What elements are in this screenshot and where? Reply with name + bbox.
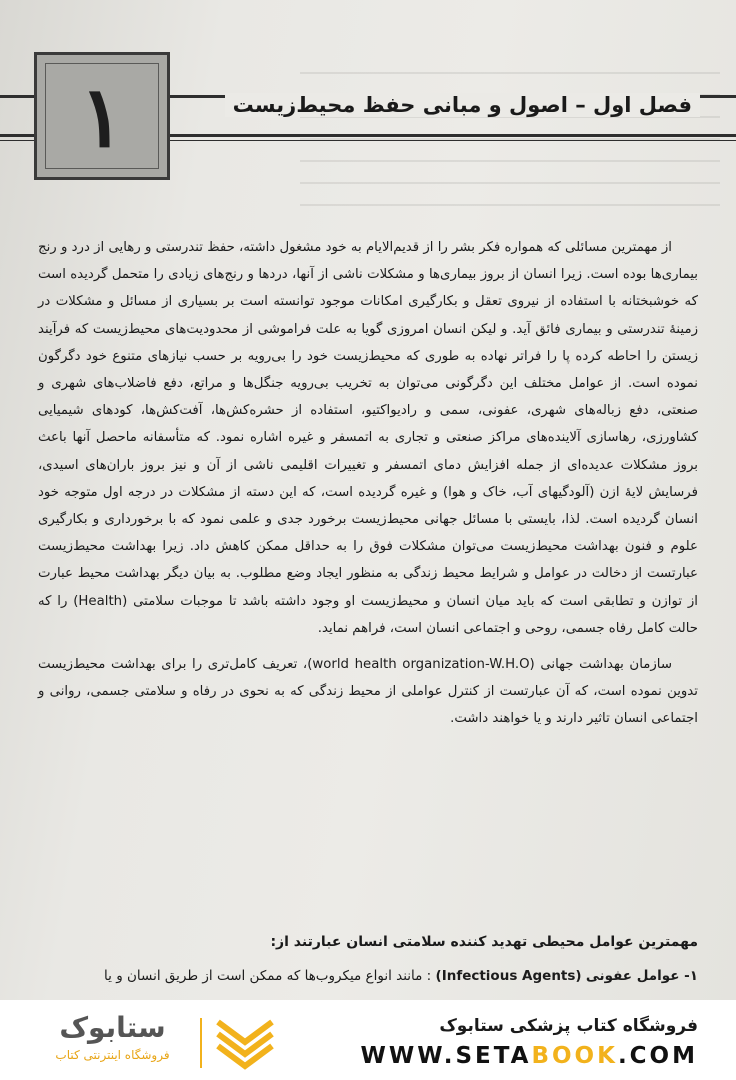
list-item-label: ۱- عوامل عفونی [585,968,698,984]
section-heading: مهمترین عوامل محیطی تهدید کننده سلامتی انسان عبارتند از: [270,934,698,950]
website-url[interactable] [361,1043,698,1069]
website-prefix: WWW.SETA [360,1043,532,1069]
body-text [38,234,698,733]
list-item-english: (Infectious Agents) [435,968,582,984]
paragraph-1: از مهمترین مسائلی که همواره فکر بشر را از قدیم‌الایام به خود مشغول داشته، حفظ تندرستی و رهایی از درد و رنج بیماری‌ها بوده است. زیرا انسان از بروز بیماری‌ها و مشکلات ناشی از آنها، دردها و رنج‌های زیادی را متحمل گردیده است که خوشبختانه با استفاده از نیروی تعقل و بکارگیری امکانات موجود توانسته است بر بسیاری از مسائل و مشکلات در زمینهٔ تندرستی و بیماری فائق آید. و لیکن انسان امروزی گویا به علت فراموشی از محدودیت‌های محیط‌زیست که فرآیند زیستن را احاطه کرده پا را فراتر نهاده به طوری که محیط‌زیست خود را بی‌رویه بر حسب نیازهای متنوع خود دگرگون نموده است. از عوامل مختلف این دگرگونی می‌توان به تخریب بی‌رویه جنگل‌ها و مراتع، دفع فاضلاب‌های شهری و صنعتی، دفع زباله‌های شهری، عفونی، سمی و رادیواکتیو، استفاده از حشره‌کش‌ها، آفت‌کش‌ها، کودهای شیمیایی کشاورزی، رهاسازی آلاینده‌های مراکز صنعتی و تجاری به اتمسفر و غیره اشاره نمود. که متأسفانه ماحصل آنها باعث بروز مشکلات عدیده‌ای از جمله افزایش دمای اتمسفر و تغییرات اقلیمی ناشی از آن و نیز بروز باران‌های اسیدی، فرسایش لایهٔ ازن (آلودگیهای آب، خاک و هوا) و غیره گردیده است، که این دسته از مشکلات در درجه اول متوجه خود انسان گردیده است. لذا، بایستی با مسائل جهانی محیط‌زیست برخورد جدی و علمی نمود که با برخورداری و بکارگیری علوم و فنون بهداشت محیط‌زیست می‌توان مشکلات فوق را به حداقل ممکن کاهش داد. زیرا بهداشت محیط‌زیست عبارتست از دخالت در عوامل و شرایط محیط زندگی به منظور ایجاد وضع مطلوب. به بیان دیگر بهداشت محیط عبارت از توازن و تطابقی است که باید میان انسان و محیط‌زیست او وجود داشته باشد تا موجبات سلامتی (Health) را که حالت کامل رفاه جسمی، روحی و اجتماعی انسان است، فراهم نماید. [38,240,699,636]
chapter-number-box [34,52,170,180]
website-suffix: .COM [617,1043,698,1069]
logo-divider [200,1018,202,1068]
list-item-text: : مانند انواع میکروب‌ها که ممکن است از طریق انسان و یا [104,968,432,984]
list-item [38,968,698,984]
logo-main: ستابوک [59,1011,166,1044]
website-accent: BOOK [531,1043,618,1069]
watermark-footer [0,1000,736,1080]
logo-text [30,1010,195,1064]
book-logo-icon [214,1014,276,1070]
shop-name: فروشگاه کتاب پزشکی ستابوک [439,1016,698,1036]
logo-sub: فروشگاه اینترنتی کتاب [55,1048,170,1062]
chapter-number: ١ [79,66,125,166]
chapter-title: فصل اول – اصول و مبانی حفظ محیط‌زیست [225,93,700,117]
bleed-through-text [300,52,720,222]
paragraph-2: سازمان بهداشت جهانی (world health organization-W.H.O)، تعریف کامل‌تری را برای بهداشت محیط‌زیست تدوین نموده است، که آن عبارتست از کنترل عواملی از محیط زندگی که به نحوی در رفاه و سلامتی جسمی، روانی و اجتماعی انسان تاثیر دارند و یا خواهند داشت. [38,657,698,727]
